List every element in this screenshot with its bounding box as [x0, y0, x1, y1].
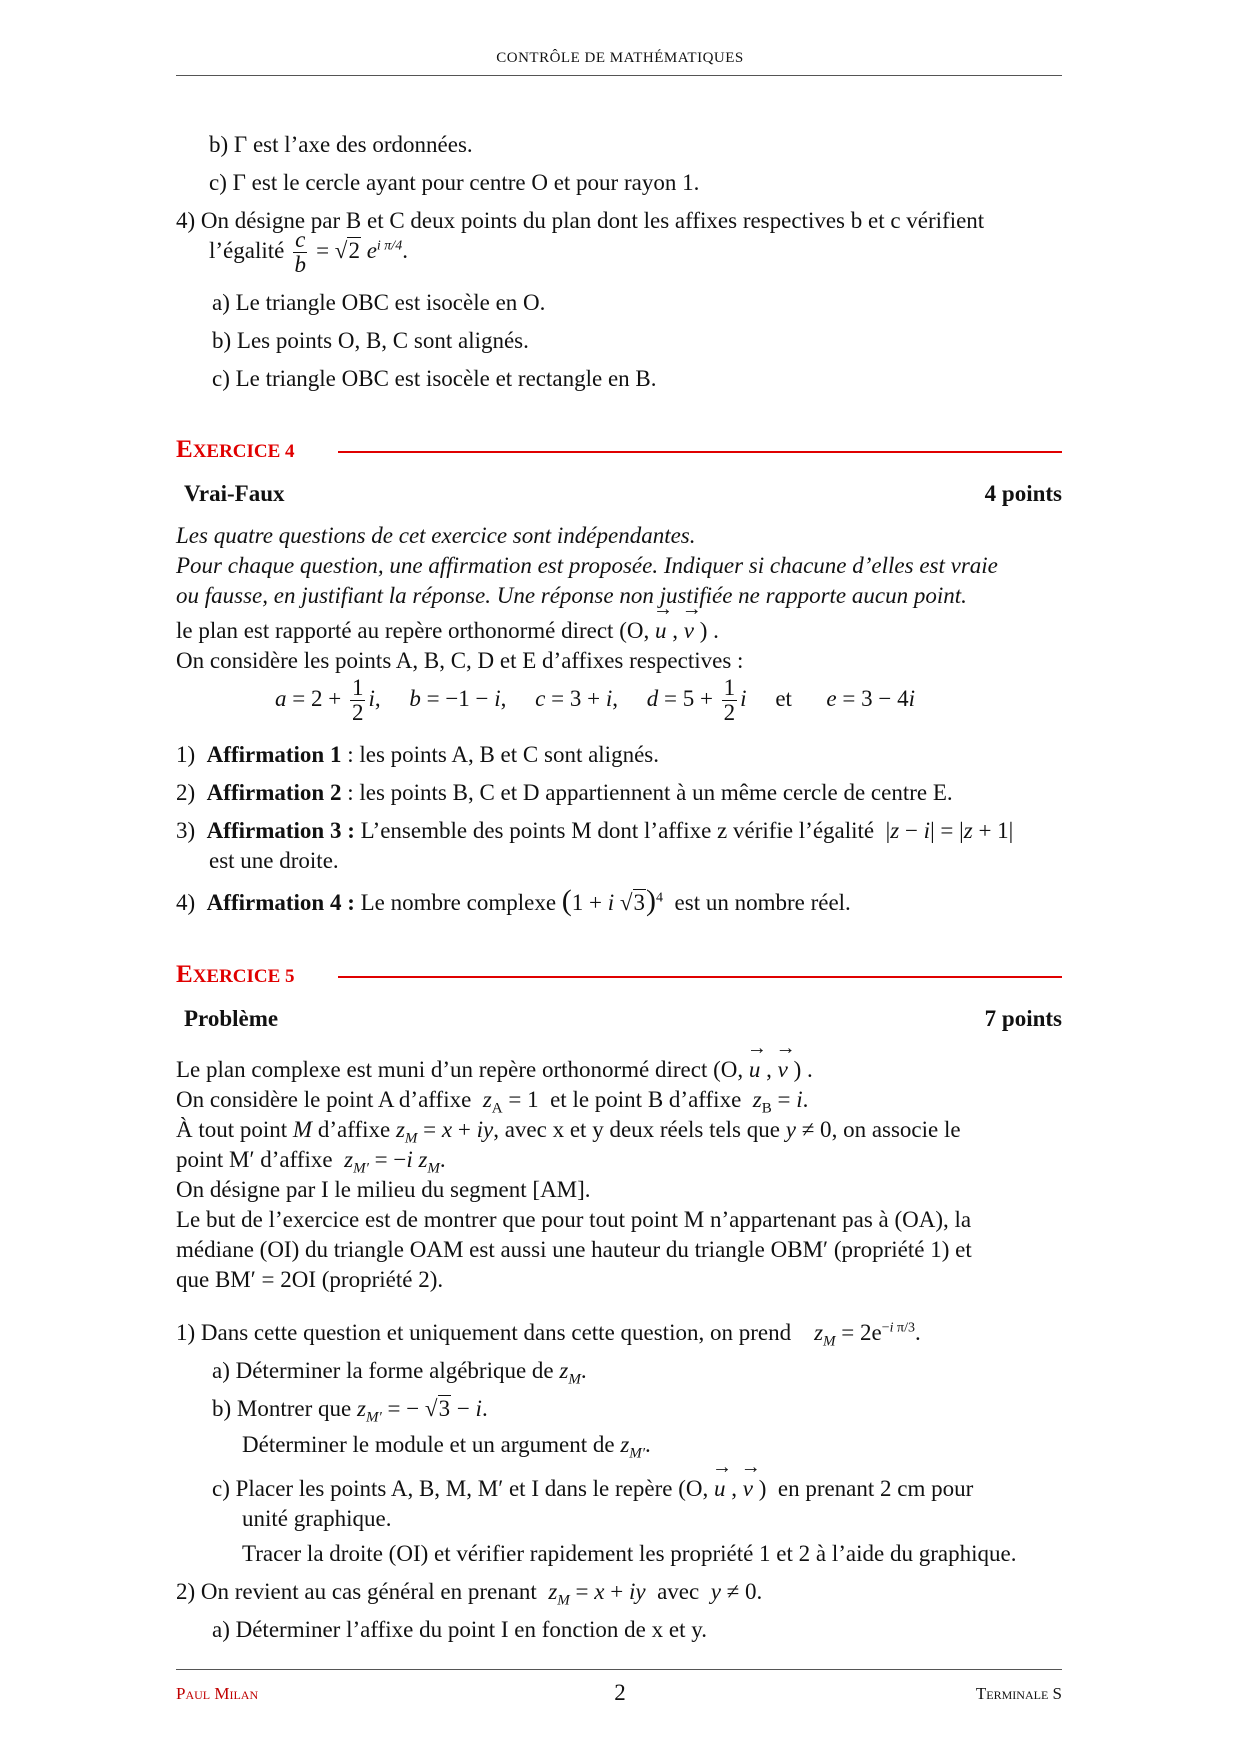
ex5-q1b2: Déterminer le module et un argument de $z_{M'}$. [242, 1432, 651, 1462]
header-rule [176, 75, 1062, 76]
exercise-5-points: 7 points [984, 1006, 1062, 1031]
ex5-p3: À tout point M d’affixe $z_M = x$ + iy, avec x et y deux réels tels que y ≠ 0, on associe le [176, 1117, 961, 1147]
ex4-affixes: a = 2 + $\frac{1}{2}$ i, b = −1 − i, c = 3 + i, d = 5 + $\frac{1}{2}$ i et e = 3 − 4i [275, 675, 915, 726]
question-4: 4) On désigne par B et C deux points du plan dont les affixes respectives b et c vérifient [176, 208, 985, 233]
exercise-4-points: 4 points [984, 481, 1062, 506]
exercise-5-subtitle: Problème [184, 1006, 279, 1031]
q4-equation: l’égalité $\frac{c}{b}$ = √2 $e^{i \pi/4}$. [209, 227, 408, 278]
ex5-p8: que BM′ = 2OI (propriété 2). [176, 1267, 444, 1292]
affirmation-3: 3) Affirmation 3 : L’ensemble des points M dont l’affixe z vérifie l’égalité |z − i| = |z + 1| [176, 818, 1014, 843]
footer-author: Paul Milan [176, 1684, 259, 1703]
ex4-points-line: On considère les points A, B, C, D et E d’affixes respectives : [176, 648, 744, 673]
affirmation-3-end: est une droite. [209, 848, 339, 873]
ex5-p5: On désigne par I le milieu du segment [AM]. [176, 1177, 591, 1202]
ex5-q1c3: Tracer la droite (OI) et vérifier rapidement les propriété 1 et 2 à l’aide du graphique. [242, 1541, 1017, 1566]
ex4-intro-2: Pour chaque question, une affirmation est proposée. Indiquer si chacune d’elles est vraie [176, 553, 998, 578]
q4-egalite-label: l’égalité [209, 237, 285, 263]
ex5-p4: point M′ d’affixe $z_{M'} = -i$ $z_M$. [176, 1147, 446, 1177]
ex5-p7: médiane (OI) du triangle OAM est aussi une hauteur du triangle OBM′ (propriété 1) et [176, 1237, 972, 1262]
footer-rule [176, 1669, 1062, 1670]
ex5-q1b: b) Montrer que $z_{M'}$ = − √3 − i. [212, 1396, 488, 1426]
ex5-question-2: 2) On revient au cas général en prenant $z_M = x$ + iy avec y ≠ 0. [176, 1579, 763, 1609]
q4-option-c: c) Le triangle OBC est isocèle et rectangle en B. [212, 366, 657, 391]
ex5-q1c: c) Placer les points A, B, M, M′ et I dans le repère (O, → u , → v ) en prenant 2 cm pour [212, 1476, 973, 1502]
exercise-5-title: EXERCICE 5 [176, 961, 295, 988]
exercise-5-rule [338, 976, 1062, 978]
ex5-question-1: 1) Dans cette question et uniquement dans cette question, on prend $z_M = 2e^{-i \pi/3}$. [176, 1320, 921, 1350]
affirmation-1: 1) Affirmation 1 : les points A, B et C sont alignés. [176, 742, 659, 767]
footer-page-number: 2 [614, 1680, 626, 1705]
exercise-4-rule [338, 451, 1062, 453]
ex5-p2: On considère le point A d’affixe $z_A = 1$ et le point B d’affixe $z_B = i$. [176, 1087, 809, 1117]
ex5-q2a: a) Déterminer l’affixe du point I en fonction de x et y. [212, 1617, 707, 1642]
item-c: c) Γ est le cercle ayant pour centre O et pour rayon 1. [209, 170, 700, 195]
affirmation-4: 4) Affirmation 4 : Le nombre complexe (1 + i √3)$^4$ est un nombre réel. [176, 884, 851, 917]
exercise-4-subtitle: Vrai-Faux [184, 481, 285, 506]
q4-option-a: a) Le triangle OBC est isocèle en O. [212, 290, 546, 315]
item-b: b) Γ est l’axe des ordonnées. [209, 132, 473, 157]
ex4-intro-1: Les quatre questions de cet exercice sont indépendantes. [176, 523, 696, 548]
ex5-q1a: a) Déterminer la forme algébrique de $z_M$. [212, 1358, 587, 1388]
affirmation-2: 2) Affirmation 2 : les points B, C et D appartiennent à un même cercle de centre E. [176, 780, 953, 805]
ex5-q1c2: unité graphique. [242, 1506, 392, 1531]
header-title: CONTRÔLE DE MATHÉMATIQUES [496, 50, 744, 66]
q4-option-b: b) Les points O, B, C sont alignés. [212, 328, 529, 353]
footer-level: Terminale S [975, 1684, 1062, 1703]
ex5-p6: Le but de l’exercice est de montrer que pour tout point M n’appartenant pas à (OA), la [176, 1207, 972, 1232]
ex5-p1: Le plan complexe est muni d’un repère orthonormé direct (O, → u , → v ) . [176, 1057, 813, 1083]
exercise-4-title: EXERCICE 4 [176, 436, 295, 463]
ex4-intro-3: ou fausse, en justifiant la réponse. Une réponse non justifiée ne rapporte aucun point. [176, 583, 967, 608]
ex4-plan: le plan est rapporté au repère orthonormé direct (O, → u , → v ) . [176, 618, 719, 644]
